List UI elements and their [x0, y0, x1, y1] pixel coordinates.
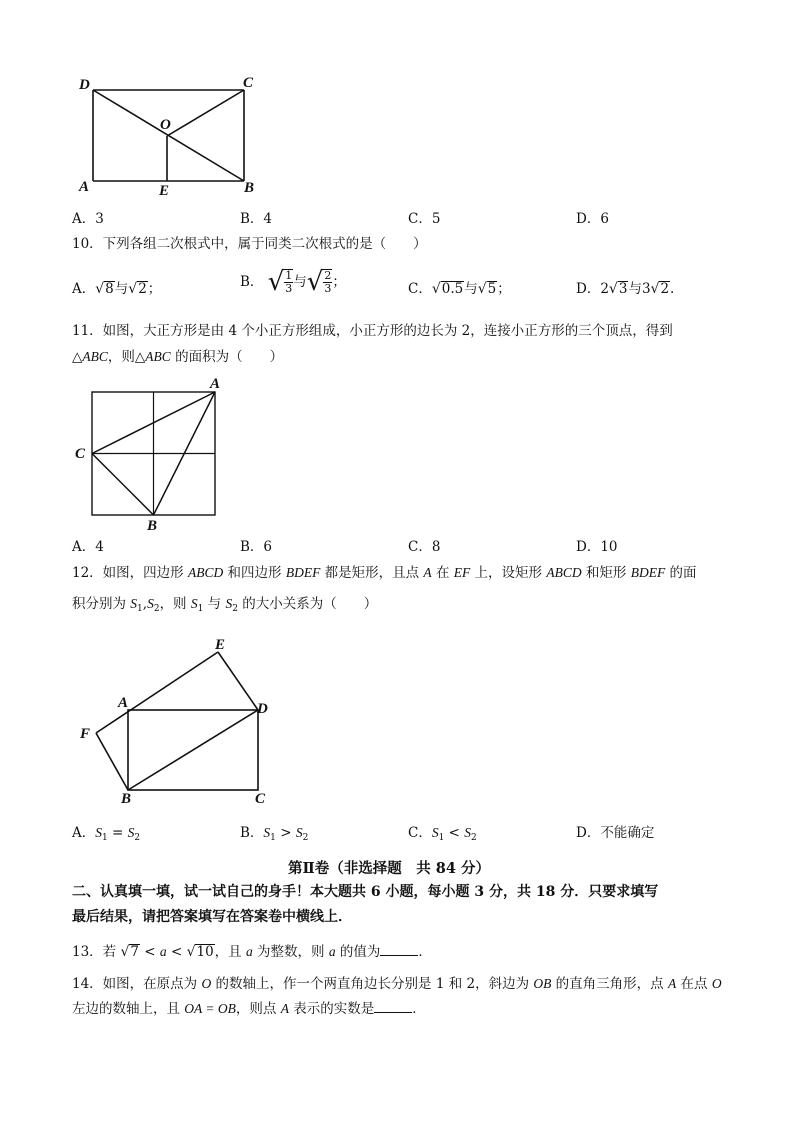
q14-o: O: [201, 976, 212, 991]
radical-sign: √: [477, 281, 487, 297]
option-prefix: C．: [408, 825, 432, 841]
q12-text: 在: [431, 565, 454, 581]
q13-var-a: a: [328, 944, 336, 959]
q12-option-d: D．不能确定: [576, 825, 655, 841]
q12-text: 的大小关系为（ ）: [237, 596, 378, 612]
q14-ob: OB: [533, 976, 552, 991]
radical-sign: √: [186, 944, 196, 960]
q12-text: ，则: [159, 596, 191, 612]
q12-s: S: [295, 825, 303, 840]
point-label-b: B: [147, 518, 158, 534]
q14-text: 的直角三角形，点: [551, 976, 668, 992]
q9-option-d: D．6: [576, 211, 609, 227]
relation-sign: >: [275, 825, 296, 841]
q12-text: 和矩形: [581, 565, 631, 581]
relation-sign: =: [107, 825, 128, 841]
q13-text: 的值为: [335, 944, 381, 960]
point-label-c: C: [255, 791, 266, 807]
q9-option-b: B．4: [240, 211, 273, 227]
q10-c-end: ；: [497, 281, 511, 297]
q10-stem: 10．下列各组二次根式中，属于同类二次根式的是（ ）: [72, 236, 427, 252]
q12-abcd: ABCD: [546, 565, 582, 580]
q13: [72, 942, 432, 962]
q13-var-a: a: [159, 944, 167, 959]
q10-c-radicand2: 5: [487, 281, 497, 297]
q12-line2: 积分别为 $S_1,S_2$，则 $S_1$ 与 $S_2$ 的大小关系为（ ）: [72, 596, 378, 614]
relation-sign: <: [444, 825, 465, 841]
q10-d-radicand2: 2: [660, 281, 670, 297]
q10-d-coef2: 3: [641, 281, 651, 297]
part2-title: 第Ⅱ卷（非选择题 共 84 分）: [288, 860, 490, 877]
point-label-o: O: [160, 117, 171, 133]
q10-c-radicand1: 0.5: [441, 281, 464, 297]
q10-d-prefix: D．: [576, 281, 601, 297]
q12-sub: 2: [134, 833, 141, 843]
q10-d-end: .: [670, 281, 675, 297]
q11-end: 的面积为（ ）: [170, 349, 284, 365]
q11-triangle-sign: △: [72, 349, 83, 365]
point-label-b: B: [244, 180, 255, 196]
q10-b-mid: 与: [293, 274, 307, 290]
q12-bdef: BDEF: [285, 565, 321, 580]
point-label-b: B: [121, 791, 132, 807]
q10-d-mid: 与: [628, 281, 642, 297]
point-label-d: D: [79, 77, 90, 93]
q12-s: S: [130, 596, 138, 611]
q12-text: 上，设矩形: [470, 565, 547, 581]
q10-option-d: [576, 279, 674, 299]
q12-sub: 2: [232, 604, 238, 614]
q12-option-a: [72, 823, 140, 848]
answer-blank[interactable]: [380, 943, 418, 956]
q14-text: ，则点: [235, 1001, 281, 1017]
q11-option-b: B．6: [240, 539, 273, 555]
q10-d-radicand1: 3: [618, 281, 628, 297]
radical-sign: √: [95, 281, 105, 297]
q10-b-sqrt2: √ $\frac{2}{3}$: [306, 267, 332, 297]
q10-c-prefix: C．: [408, 281, 432, 297]
q12-s: S: [225, 596, 233, 611]
q14-o: O: [711, 976, 722, 991]
q10-option-b: [240, 269, 346, 295]
q14-line2: [72, 999, 426, 1019]
q11-option-c: C．8: [408, 539, 441, 555]
point-label-c: C: [75, 446, 86, 462]
q10-b-end: ；: [332, 274, 346, 290]
q12-text: 积分别为: [72, 596, 131, 612]
q11-mid: ，则△: [107, 349, 146, 365]
q10-a-end: ；: [147, 281, 162, 297]
q12-option-b: [240, 823, 308, 848]
q12-option-c: [408, 823, 477, 848]
q10-b-den1: 3: [285, 282, 293, 295]
section2-line2: 最后结果，请把答案填写在答案卷中横线上．: [72, 909, 352, 925]
radical-sign: √: [128, 281, 138, 297]
q14-text: 左边的数轴上，且: [72, 1001, 185, 1017]
point-label-f: F: [80, 726, 91, 742]
q12-s: S: [147, 596, 154, 611]
q14-text: 14．如图，在原点为: [72, 976, 202, 992]
q12-text: 都是矩形，且点: [320, 565, 424, 581]
q10-option-a: [72, 279, 161, 299]
point-label-c: C: [243, 75, 254, 91]
q14-equation: OA = OB: [184, 1001, 236, 1016]
q10-b-num2: 2: [324, 269, 332, 282]
q10-b-sqrt1: √ $\frac{1}{3}$: [267, 267, 293, 297]
q14-text: ．: [412, 1001, 426, 1017]
q13-text: ，且: [214, 944, 246, 960]
point-label-e: E: [159, 183, 170, 199]
q12-sub: 2: [302, 833, 309, 843]
relation-sign: <: [166, 944, 187, 960]
figure-q12-rectangles: [72, 635, 287, 810]
q13-var-a: a: [245, 944, 253, 959]
relation-sign: <: [140, 944, 160, 960]
q9-option-a: A．3: [72, 211, 104, 227]
q12-text: 与: [203, 596, 226, 612]
q14-a: A: [280, 1001, 289, 1016]
q12-s: S: [190, 596, 198, 611]
q12-sub: 1: [197, 604, 204, 614]
point-label-e: E: [215, 637, 226, 653]
q11-abc-2: ABC: [145, 349, 171, 364]
point-label-d: D: [257, 701, 268, 717]
q12-sub: 1: [270, 833, 276, 843]
point-label-a: A: [210, 376, 221, 392]
radical-sign: √: [650, 281, 660, 297]
q12-s: S: [263, 825, 271, 840]
q11-abc: ABC: [82, 349, 108, 364]
q12-sub: 1: [438, 833, 445, 843]
q12-ef: EF: [453, 565, 471, 580]
q14-text: 表示的实数是: [288, 1001, 375, 1017]
q13-text: ．: [418, 944, 432, 960]
q12-s: S: [431, 825, 439, 840]
q11-line2: [72, 347, 283, 367]
q12-text: 的面: [665, 565, 697, 581]
q12-sub: 1: [137, 604, 143, 614]
q11-option-a: A．4: [72, 539, 104, 555]
radical-sign: √: [120, 944, 130, 960]
q11-option-d: D．10: [576, 539, 618, 555]
answer-blank[interactable]: [374, 1000, 412, 1013]
q12-sub: 1: [102, 833, 108, 843]
q12-text: 12．如图，四边形: [72, 565, 188, 581]
q12-bdef: BDEF: [630, 565, 666, 580]
q12-abcd: ABCD: [187, 565, 224, 580]
q13-text: 为整数，则: [252, 944, 329, 960]
q13-radicand1: 7: [130, 944, 139, 960]
q12-sub: 2: [470, 833, 477, 843]
point-label-a: A: [118, 695, 129, 711]
q10-b-prefix: B．: [240, 274, 264, 290]
q12-text: 和四边形: [223, 565, 286, 581]
figure-q11-grid-triangle: [72, 372, 242, 534]
q10-b-den2: 3: [324, 282, 332, 295]
q10-a-radicand2: 2: [138, 281, 147, 297]
q10-a-radicand1: 8: [105, 281, 114, 297]
radical-sign: √: [431, 281, 441, 297]
q12-s: S: [464, 825, 471, 840]
q13-text: 13．若: [72, 944, 121, 960]
q10-c-mid: 与: [464, 281, 478, 297]
q11-line1: 11．如图，大正方形是由 4 个小正方形组成，小正方形的边长为 2，连接小正方形的三个顶点，得到: [72, 323, 673, 339]
q10-a-mid: 与: [114, 281, 129, 297]
q10-a-prefix: A．: [72, 281, 96, 297]
q14-a: A: [667, 976, 677, 991]
q13-radicand2: 10: [196, 944, 214, 960]
q12-a: A: [423, 565, 432, 580]
q14-line1: [72, 974, 722, 994]
q12-sub: 2: [153, 604, 160, 614]
q14-text: 在点: [676, 976, 712, 992]
option-prefix: A．: [72, 825, 96, 841]
q12-s: S: [127, 825, 135, 840]
q12-line1: [72, 563, 697, 583]
figure-q9-rectangle: [75, 70, 265, 200]
q10-option-c: [408, 279, 511, 299]
radical-sign: √: [608, 281, 618, 297]
section2-line1: 二、认真填一填，试一试自己的身手！本大题共 6 小题，每小题 3 分，共 18 分．只要求填写: [72, 884, 659, 900]
q9-option-c: C．5: [408, 211, 441, 227]
q10-d-coef1: 2: [600, 281, 609, 297]
q12-s: S: [95, 825, 102, 840]
option-prefix: B．: [240, 825, 264, 841]
point-label-a: A: [79, 179, 90, 195]
q10-b-num1: 1: [285, 269, 293, 282]
q14-text: 的数轴上，作一个两直角边长分别是 1 和 2，斜边为: [211, 976, 534, 992]
